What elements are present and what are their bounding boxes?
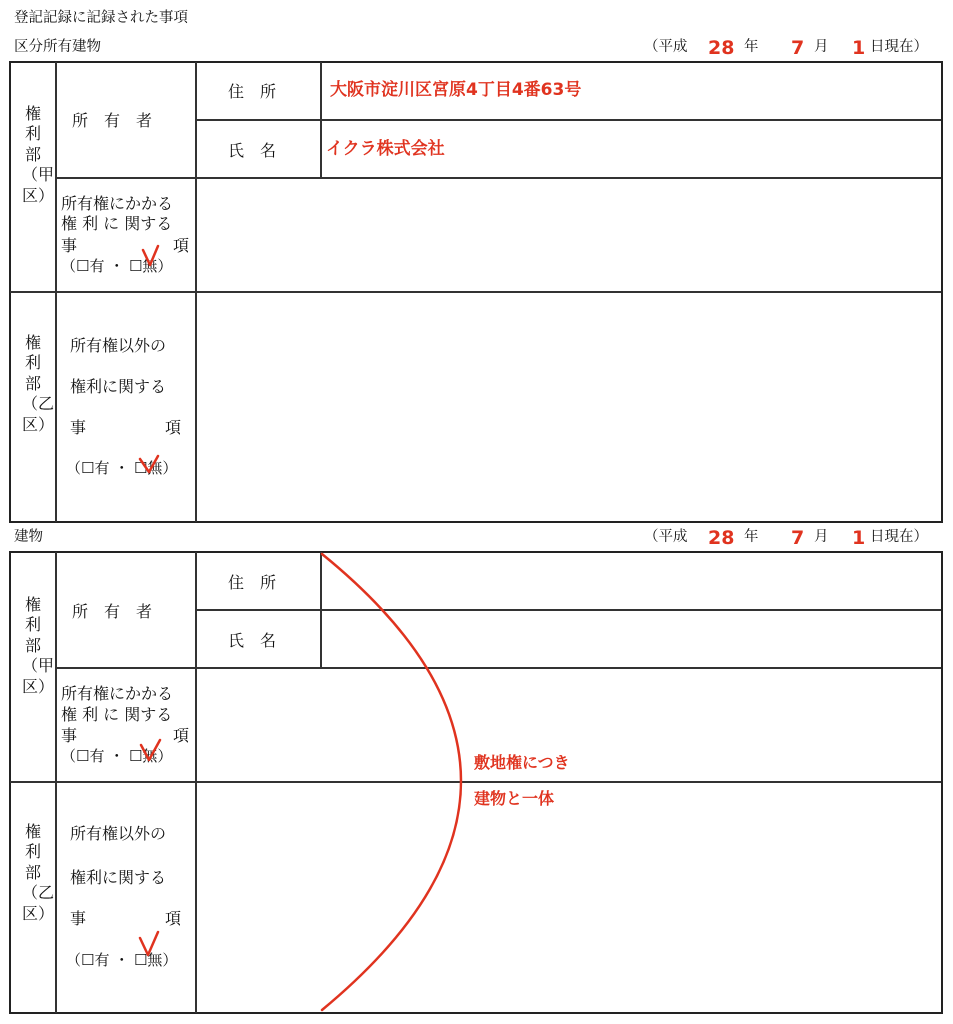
otsu-line3a: 事 [70,909,87,928]
otsu-line3b: 項 [165,909,182,928]
otsu-line3a: 事 [70,418,87,437]
rights-line2: 権 利 に 関する [61,214,173,233]
date-month: 7 [791,527,805,549]
date-year-label: 年 [744,39,759,55]
address-label: 住 所 [228,82,277,101]
rights-line3a: 事 [61,726,78,745]
otsu-line2: 権利に関する [70,868,167,887]
date-day: 1 [852,37,866,59]
annotation-line1: 敷地権につき [474,753,570,772]
name-value: イクラ株式会社 [326,139,445,159]
date-month-label: 月 [814,39,829,55]
section1-date [640,37,940,59]
section2-otsu-vertical-label: 権利部（乙区） [22,822,55,923]
date-open: （平成 [644,39,688,55]
owner-label: 所 有 者 [72,111,153,130]
otsu-line3b: 項 [165,418,182,437]
rights-line2: 権 利 に 関する [61,705,173,724]
rights-line1: 所有権にかかる [61,684,174,703]
owner-label: 所 有 者 [72,602,153,621]
address-label: 住 所 [228,573,277,592]
date-year: 28 [708,527,735,549]
rights-line3a: 事 [61,236,78,255]
section-title-condo: 区分所有建物 [14,39,101,55]
otsu-checkbox: （☐有 ・ ☐無） [66,951,178,969]
otsu-line1: 所有権以外の [70,336,167,355]
name-label: 氏 名 [228,141,277,160]
date-day: 1 [852,527,866,549]
date-day-label: 日現在） [870,529,928,545]
date-year-label: 年 [744,529,759,545]
section2-date [640,527,940,549]
rights-checkbox: （☐有 ・ ☐無） [61,747,173,765]
rights-line1: 所有権にかかる [61,194,174,213]
date-day-label: 日現在） [870,39,928,55]
date-open: （平成 [644,529,688,545]
date-month-label: 月 [814,529,829,545]
date-month: 7 [791,37,805,59]
otsu-line2: 権利に関する [70,377,167,396]
rights-line3b: 項 [173,726,190,745]
document-title: 登記記録に記録された事項 [14,10,188,26]
section1-kou-vertical-label: 権利部（甲区） [22,104,55,205]
section2-kou-vertical-label: 権利部（甲区） [22,595,55,696]
otsu-line1: 所有権以外の [70,824,167,843]
annotation-line2: 建物と一体 [474,789,555,808]
name-label: 氏 名 [228,631,277,650]
date-year: 28 [708,37,735,59]
address-value: 大阪市淀川区宮原4丁目4番63号 [330,80,582,100]
section-title-building: 建物 [14,529,43,545]
section1-otsu-vertical-label: 権利部（乙区） [22,333,55,434]
otsu-checkbox: （☐有 ・ ☐無） [66,459,178,477]
rights-line3b: 項 [173,236,190,255]
rights-checkbox: （☐有 ・ ☐無） [61,257,173,275]
